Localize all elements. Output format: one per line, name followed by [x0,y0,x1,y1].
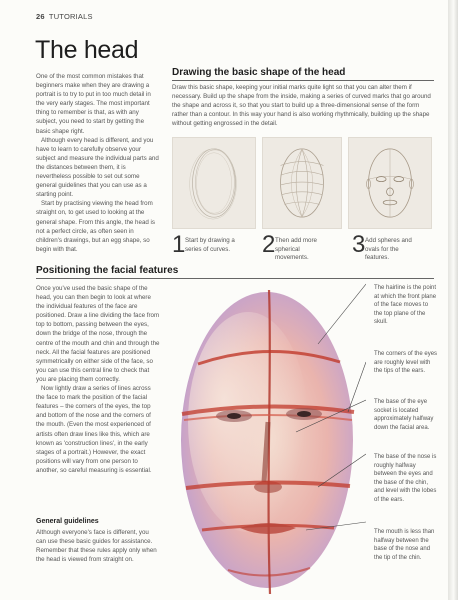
sketch-step-2 [262,137,342,229]
step-number: 1 [172,231,186,258]
page-edge [448,0,458,600]
step-number: 3 [352,231,366,258]
section-label: TUTORIALS [48,12,93,21]
sketch-step-1 [172,137,256,229]
page-title: The head [35,36,139,64]
face-construction-illustration [168,282,366,597]
step-number: 2 [262,231,276,258]
intro-text [36,72,160,254]
intro-paragraph: Although every head is different, and you have to learn to carefully observe your subject and measure the individual parts and the distances between them, it is nevertheless possible to set out some general guidelines that you can use as a starting point. [36,136,159,199]
body-paragraph: Once you've used the basic shape of the head, you can then begin to look at where the individual features of the face are positioned. Draw a line dividing the face from top to bottom, passing between the eyes, down the bridge of the nose, through the centre of the mouth and chin and through the neck. All the facial features are positioned symmetrically on either side of the face, so you can use this central line to check that you are placing them correctly. [36,285,160,383]
heading-rule [36,278,434,279]
page-number: 26 [36,12,45,21]
step-caption: Add spheres and ovals for the features. [365,237,412,262]
step-caption: Start by drawing a series of curves. [185,237,235,253]
guidelines-heading: General guidelines [36,518,99,525]
sketch-features-illustration [349,138,431,228]
annotation-nose-base: The base of the nose is roughly halfway between the eyes and the base of the chin, and level with the lobes of the ears. [374,454,437,503]
annotation-mouth: The mouth is less than halfway between the base of the nose and the tip of the chin. [374,529,435,561]
section-text-basic-shape: Draw this basic shape, keeping your initial marks quite light so that you can alter them if necessary. Build up the shape from the inside, making a series of curved marks that go around the shape and across it, so that you start to build up a three-dimensional sense of the form rather than a contour. In this way your hand is also working rhythmically, building up the shape without getting engrossed in the detail. [172,84,431,128]
page-header [36,12,93,21]
heading-rule [172,80,434,81]
section-text-facial-features [36,284,160,475]
guidelines-text: Although everyone's face is different, you can use these basic guides for assistance. Remember that these rules apply only when the head is viewed from straight on. [36,529,157,564]
sketch-step-3 [348,137,432,229]
annotation-eye-corners: The corners of the eyes are roughly level with the tips of the ears. [374,351,438,375]
sketch-spherical-illustration [263,138,341,228]
intro-paragraph: One of the most common mistakes that beginners make when they are drawing a portrait is to try to put in too much detail in the very early stages. The most important thing to remember is that, as with any subject, you need to start by getting the basic shape right. [36,73,151,135]
face-painting [168,282,366,597]
section-heading-basic-shape: Drawing the basic shape of the head [172,67,346,78]
section-heading-facial-features: Positioning the facial features [36,265,179,276]
intro-paragraph: Start by practising viewing the head from straight on, to get used to looking at the general shape. From this angle, the head is not a perfect circle, as often seen in children's drawings, but an egg shape, so begin with that. [36,200,156,253]
annotation-hairline: The hairline is the point at which the front plane of the face moves to the top plane of the skull. [374,285,437,326]
annotation-eye-socket: The base of the eye socket is located approximately halfway down the facial area. [374,399,434,431]
sketch-curves-illustration [173,138,255,228]
body-paragraph: Now lightly draw a series of lines across the face to mark the position of the facial features – the corners of the eyes, the top and bottom of the nose and the corners of the mouth. (Even the most experienced of artists often draw lines like this, which are known as 'construction lines', in the early stages of a portrait.) However, the exact positions will vary from one person to another, so careful measuring is essential. [36,385,152,474]
step-caption: Then add more spherical movements. [275,237,317,262]
